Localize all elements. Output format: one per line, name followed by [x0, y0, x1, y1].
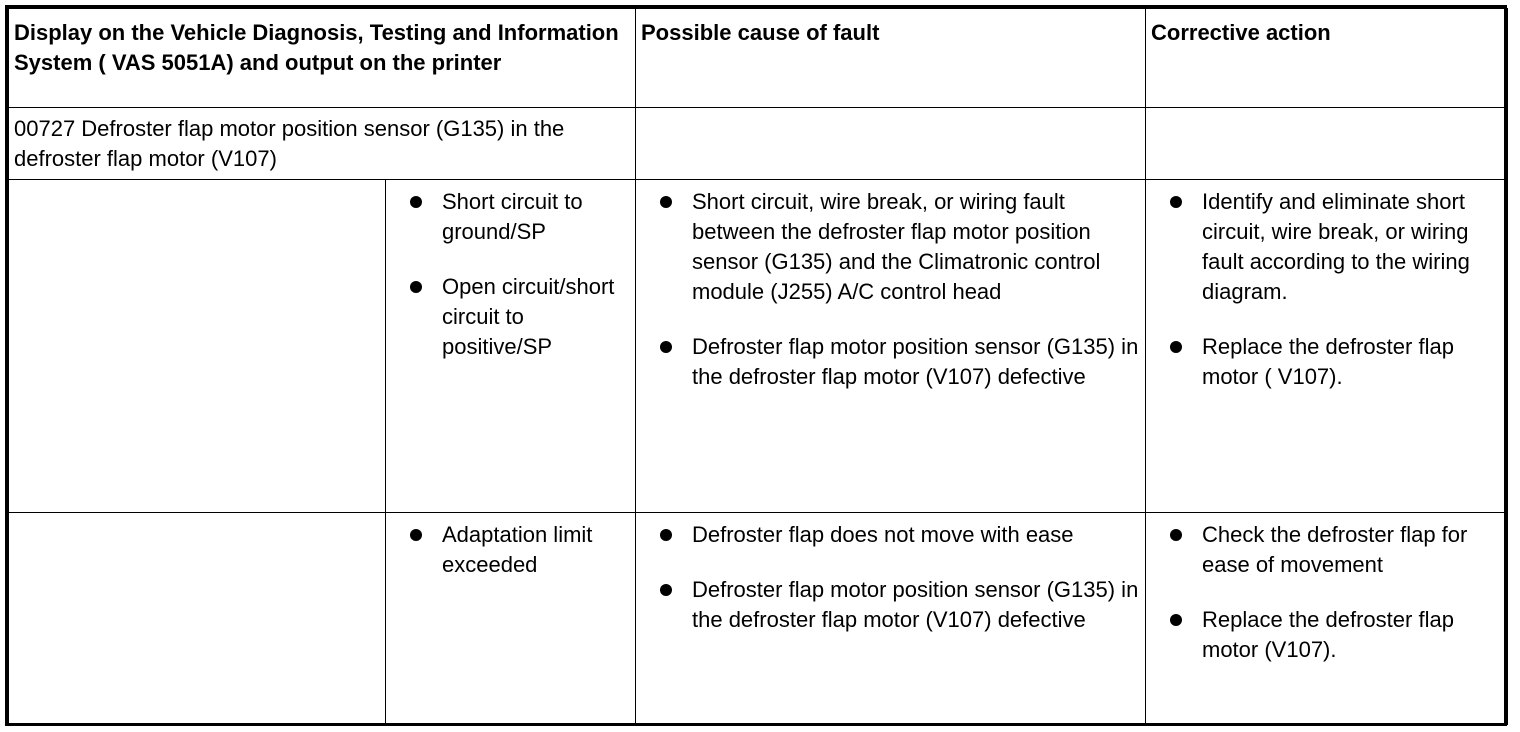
bullet-icon	[410, 529, 422, 541]
bullet-icon	[410, 196, 422, 208]
table-row	[9, 513, 1508, 725]
action-text: Replace the defroster flap motor (V107).	[1202, 607, 1454, 662]
symptom-text: Open circuit/short circuit to positive/SP	[442, 274, 615, 359]
header-action: Corrective action	[1146, 9, 1508, 108]
list-item	[386, 272, 635, 362]
list-item	[1146, 520, 1507, 580]
bullet-icon	[660, 341, 672, 353]
cause-text: Defroster flap does not move with ease	[692, 522, 1074, 547]
list-item	[1146, 187, 1507, 307]
row2-actions-cell	[1146, 513, 1508, 725]
list-item	[386, 520, 635, 580]
fault-code-cause-empty	[636, 108, 1146, 180]
fault-code-cell: 00727 Defroster flap motor position sensor (G135) in the defroster flap motor (V107)	[9, 108, 636, 180]
header-display: Display on the Vehicle Diagnosis, Testing and Information System ( VAS 5051A) and output on the printer	[9, 9, 636, 108]
action-text: Identify and eliminate short circuit, wire break, or wiring fault according to the wiring diagram.	[1202, 189, 1470, 304]
row2-spacer-cell	[9, 513, 386, 725]
bullet-icon	[410, 281, 422, 293]
bullet-icon	[1170, 341, 1182, 353]
row2-causes-cell	[636, 513, 1146, 725]
list-item	[636, 332, 1145, 392]
symptom-text: Short circuit to ground/SP	[442, 189, 583, 244]
cause-text: Defroster flap motor position sensor (G135) in the defroster flap motor (V107) defective	[692, 334, 1139, 389]
bullet-icon	[660, 529, 672, 541]
header-row	[9, 9, 1508, 108]
cause-text: Short circuit, wire break, or wiring fault between the defroster flap motor position sensor (G135) and the Climatronic control module (J255) A/C control head	[692, 189, 1101, 304]
list-item	[1146, 605, 1507, 665]
row1-symptoms-list	[386, 187, 635, 362]
list-item	[636, 575, 1145, 635]
fault-code-action-empty	[1146, 108, 1508, 180]
list-item	[386, 187, 635, 247]
row2-symptoms-list	[386, 520, 635, 580]
fault-table	[8, 8, 1508, 725]
header-cause: Possible cause of fault	[636, 9, 1146, 108]
list-item	[636, 187, 1145, 307]
row2-causes-list	[636, 520, 1145, 635]
bullet-icon	[660, 584, 672, 596]
bullet-icon	[1170, 196, 1182, 208]
list-item	[636, 520, 1145, 550]
row2-actions-list	[1146, 520, 1507, 665]
bullet-icon	[1170, 529, 1182, 541]
action-text: Replace the defroster flap motor ( V107).	[1202, 334, 1454, 389]
bullet-icon	[660, 196, 672, 208]
table-row	[9, 180, 1508, 513]
fault-code-row	[9, 108, 1508, 180]
cause-text: Defroster flap motor position sensor (G135) in the defroster flap motor (V107) defective	[692, 577, 1139, 632]
action-text: Check the defroster flap for ease of movement	[1202, 522, 1468, 577]
row2-symptoms-cell	[386, 513, 636, 725]
row1-symptoms-cell	[386, 180, 636, 513]
list-item	[1146, 332, 1507, 392]
row1-actions-cell	[1146, 180, 1508, 513]
symptom-text: Adaptation limit exceeded	[442, 522, 593, 577]
bullet-icon	[1170, 614, 1182, 626]
row1-spacer-cell	[9, 180, 386, 513]
row1-causes-list	[636, 187, 1145, 392]
fault-table-frame	[5, 5, 1507, 726]
row1-actions-list	[1146, 187, 1507, 392]
row1-causes-cell	[636, 180, 1146, 513]
